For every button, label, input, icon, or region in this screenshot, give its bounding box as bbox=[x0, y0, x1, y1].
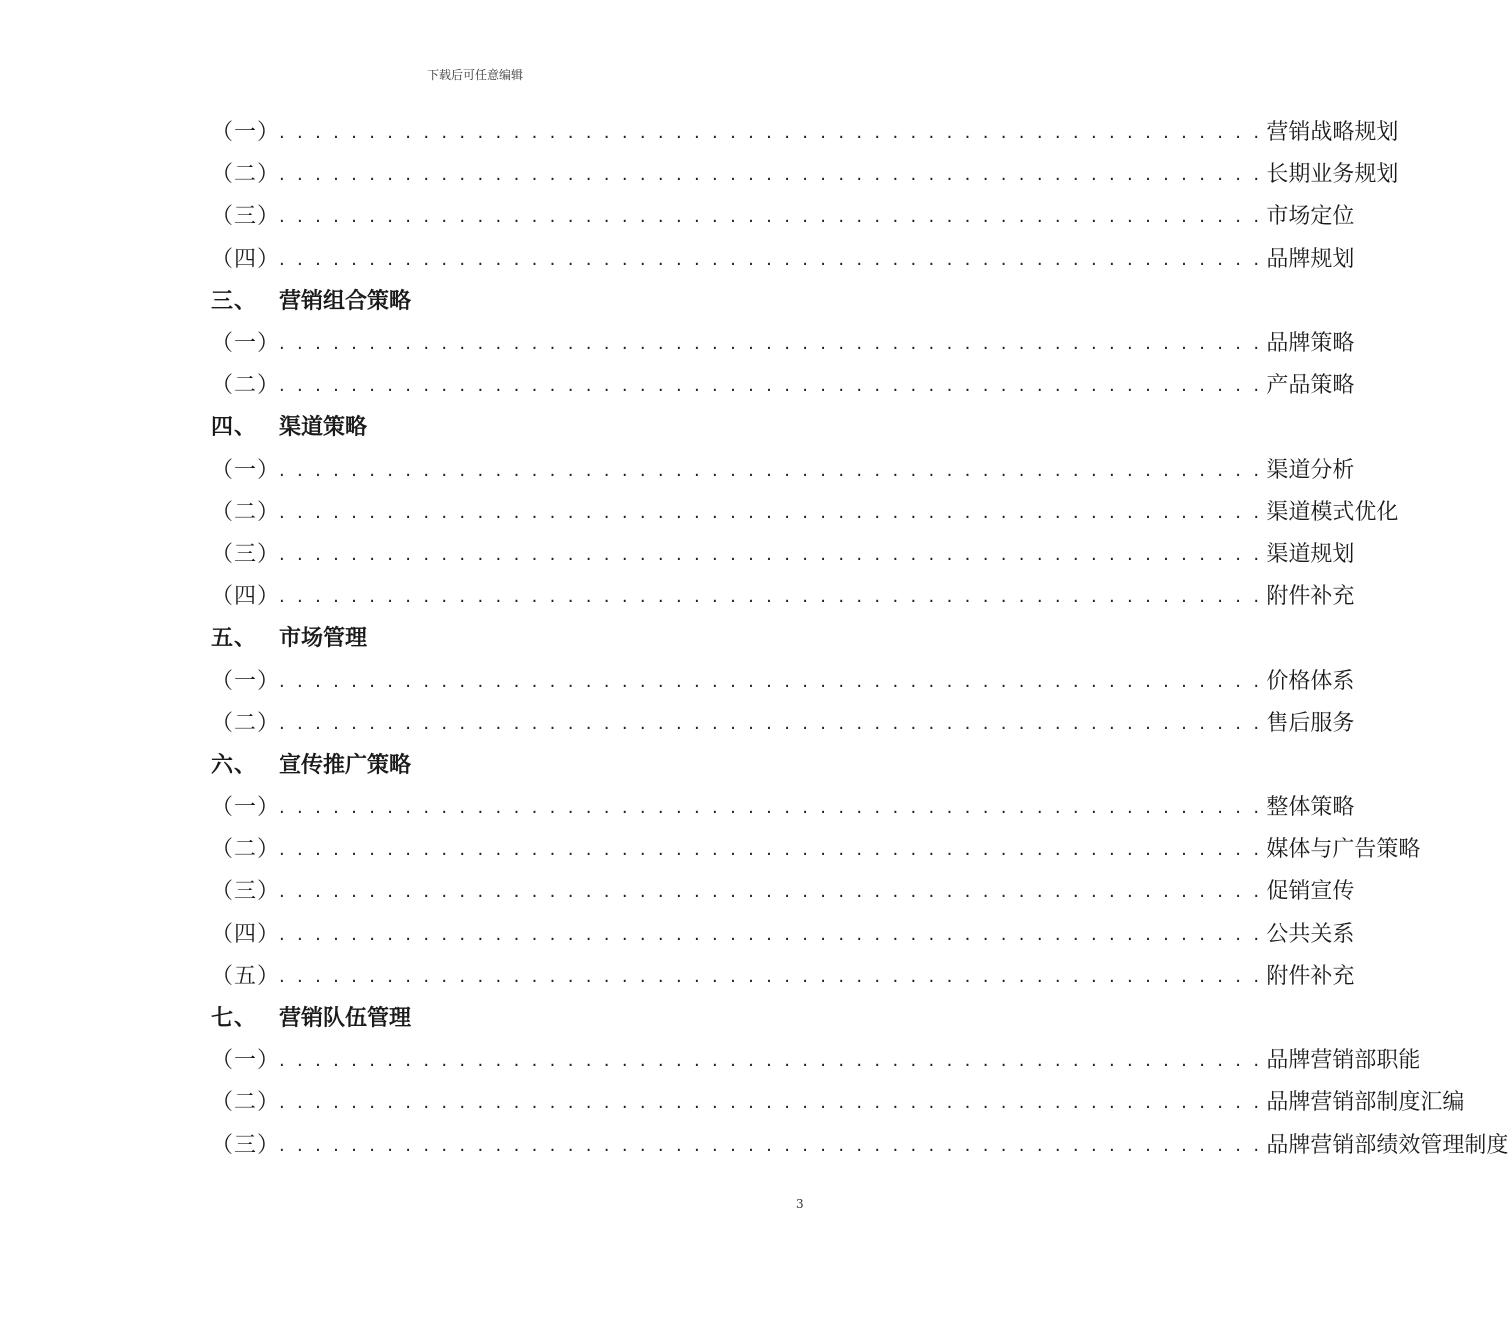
toc-entry-title: 品牌规划 bbox=[1266, 246, 1355, 272]
toc-entry bbox=[211, 1125, 1508, 1167]
toc-entry-title: 营销战略规划 bbox=[1266, 120, 1399, 146]
toc-entry-number: （一） bbox=[211, 331, 281, 357]
toc-entry-title: 品牌营销部制度汇编 bbox=[1266, 1090, 1465, 1116]
toc-entry-title: 营销队伍管理 bbox=[279, 1006, 412, 1032]
toc-section-heading bbox=[211, 407, 805, 449]
toc-entry-title: 价格体系 bbox=[1266, 668, 1355, 694]
toc-entry-number: （一） bbox=[211, 1048, 281, 1074]
toc-leader-dots: . . . . . . . . . . . . . . . . . . . . . . . . . . . . . . . . . . . . . . . . . . . . . . . . . . . . . . . bbox=[279, 501, 1263, 523]
toc-entry-title: 媒体与广告策略 bbox=[1266, 837, 1421, 863]
toc-entry bbox=[211, 239, 1355, 281]
toc-entry bbox=[211, 112, 1399, 154]
toc-entry-number: （三） bbox=[211, 1132, 281, 1158]
toc-leader-dots: . . . . . . . . . . . . . . . . . . . . . . . . . . . . . . . . . . . . . . . . . . . . . . . . . . . . . . . bbox=[279, 375, 1263, 397]
toc-entry-number: （四） bbox=[211, 246, 281, 272]
toc-entry-title: 渠道规划 bbox=[1266, 541, 1355, 567]
toc-entry-title: 品牌营销部职能 bbox=[1266, 1048, 1421, 1074]
toc-entry bbox=[211, 365, 1355, 407]
toc-entry-title: 整体策略 bbox=[1266, 795, 1355, 821]
toc-entry-title: 渠道分析 bbox=[1266, 457, 1355, 483]
toc-leader-dots: . . . . . . . . . . . . . . . . . . . . . . . . . . . . . . . . . . . . . . . . . . . . . . . . . . . . . . . bbox=[279, 839, 1263, 861]
toc-leader-dots: . . . . . . . . . . . . . . . . . . . . . . . . . . . . . . . . . . . . . . . . . . . . . . . . . . . . . . . bbox=[279, 670, 1263, 692]
toc-entry bbox=[211, 450, 1355, 492]
toc-entry-number: 六、 bbox=[211, 752, 258, 778]
toc-leader-dots: . . . . . . . . . . . . . . . . . . . . . . . . . . . . . . . . . . . . . . . . . . . . . . . . . . . . . . . bbox=[279, 164, 1263, 186]
toc-entry-title: 长期业务规划 bbox=[1266, 162, 1399, 188]
toc-entry-title: 附件补充 bbox=[1266, 963, 1355, 989]
toc-entry-title: 促销宣传 bbox=[1266, 879, 1355, 905]
toc-entry-number: （二） bbox=[211, 162, 281, 188]
toc-entry-number: （二） bbox=[211, 499, 281, 525]
toc-entry bbox=[211, 703, 1355, 745]
toc-entry-title: 品牌策略 bbox=[1266, 331, 1355, 357]
toc-section-heading bbox=[211, 745, 805, 787]
toc-leader-dots: . . . . . . . . . . . . . . . . . . . . . . . . . . . . . . . . . . . . . . . . . . . . . . . . . . . . . . . bbox=[279, 1050, 1263, 1072]
toc-leader-dots: . . . . . . . . . . . . . . . . . . . . . . . . . . . . . . . . . . . . . . . . . . . . . . . . . . . . . . . bbox=[279, 965, 1263, 987]
toc-entry bbox=[211, 914, 1355, 956]
toc-entry-title: 渠道模式优化 bbox=[1266, 499, 1399, 525]
toc-entry-number: （五） bbox=[211, 963, 281, 989]
toc-entry-number: （二） bbox=[211, 1090, 281, 1116]
page-number: 3 bbox=[796, 1197, 804, 1211]
toc-entry-title: 市场定位 bbox=[1266, 204, 1355, 230]
toc-entry bbox=[211, 196, 1355, 238]
toc-entry-number: （四） bbox=[211, 584, 281, 610]
toc-leader-dots: . . . . . . . . . . . . . . . . . . . . . . . . . . . . . . . . . . . . . . . . . . . . . . . . . . . . . . . bbox=[279, 1134, 1263, 1156]
toc-section-heading bbox=[211, 998, 805, 1040]
toc-leader-dots: . . . . . . . . . . . . . . . . . . . . . . . . . . . . . . . . . . . . . . . . . . . . . . . . . . . . . . . bbox=[279, 586, 1263, 608]
toc-entry-number: （三） bbox=[211, 541, 281, 567]
toc-leader-dots: . . . . . . . . . . . . . . . . . . . . . . . . . . . . . . . . . . . . . . . . . . . . . . . . . . . . . . . bbox=[279, 543, 1263, 565]
toc-entry-number: 四、 bbox=[211, 415, 258, 441]
toc-entry bbox=[211, 323, 1355, 365]
page-header: 下载后可任意编辑 bbox=[426, 68, 523, 82]
toc-entry-number: （二） bbox=[211, 373, 281, 399]
toc-section-heading bbox=[211, 281, 805, 323]
toc-leader-dots: . . . . . . . . . . . . . . . . . . . . . . . . . . . . . . . . . . . . . . . . . . . . . . . . . . . . . . . bbox=[279, 797, 1263, 819]
toc-entry-number: （二） bbox=[211, 710, 281, 736]
toc-leader-dots: . . . . . . . . . . . . . . . . . . . . . . . . . . . . . . . . . . . . . . . . . . . . . . . . . . . . . . . bbox=[279, 923, 1263, 945]
toc-entry bbox=[211, 1040, 1421, 1082]
toc-leader-dots: . . . . . . . . . . . . . . . . . . . . . . . . . . . . . . . . . . . . . . . . . . . . . . . . . . . . . . . bbox=[279, 459, 1263, 481]
toc-entry-number: （三） bbox=[211, 204, 281, 230]
toc-entry bbox=[211, 871, 1355, 913]
toc-leader-dots: . . . . . . . . . . . . . . . . . . . . . . . . . . . . . . . . . . . . . . . . . . . . . . . . . . . . . . . bbox=[279, 881, 1263, 903]
toc-entry-title: 附件补充 bbox=[1266, 584, 1355, 610]
toc-leader-dots: . . . . . . . . . . . . . . . . . . . . . . . . . . . . . . . . . . . . . . . . . . . . . . . . . . . . . . . bbox=[279, 206, 1263, 228]
toc-entry bbox=[211, 492, 1399, 534]
toc-entry-title: 市场管理 bbox=[279, 626, 368, 652]
toc-entry bbox=[211, 1082, 1465, 1124]
toc-entry bbox=[211, 787, 1355, 829]
toc-entry bbox=[211, 956, 1355, 998]
toc-entry-number: （一） bbox=[211, 457, 281, 483]
toc-entry-number: （三） bbox=[211, 879, 281, 905]
toc-entry-number: （二） bbox=[211, 837, 281, 863]
toc-entry-number: （一） bbox=[211, 795, 281, 821]
toc-entry-title: 渠道策略 bbox=[279, 415, 368, 441]
toc-entry-title: 产品策略 bbox=[1266, 373, 1355, 399]
toc-section-heading bbox=[211, 618, 805, 660]
toc-entry-number: （四） bbox=[211, 921, 281, 947]
table-of-contents bbox=[211, 112, 1508, 1167]
toc-entry-number: 七、 bbox=[211, 1006, 258, 1032]
toc-entry-title: 宣传推广策略 bbox=[279, 752, 412, 778]
toc-leader-dots: . . . . . . . . . . . . . . . . . . . . . . . . . . . . . . . . . . . . . . . . . . . . . . . . . . . . . . . bbox=[279, 712, 1263, 734]
toc-entry bbox=[211, 829, 1421, 871]
toc-entry-number: （一） bbox=[211, 120, 281, 146]
toc-leader-dots: . . . . . . . . . . . . . . . . . . . . . . . . . . . . . . . . . . . . . . . . . . . . . . . . . . . . . . . bbox=[279, 248, 1263, 270]
toc-entry-number: 三、 bbox=[211, 288, 258, 314]
toc-entry-title: 营销组合策略 bbox=[279, 288, 412, 314]
toc-entry-number: （一） bbox=[211, 668, 281, 694]
toc-leader-dots: . . . . . . . . . . . . . . . . . . . . . . . . . . . . . . . . . . . . . . . . . . . . . . . . . . . . . . . bbox=[279, 122, 1263, 144]
toc-entry bbox=[211, 660, 1355, 702]
toc-entry-title: 售后服务 bbox=[1266, 710, 1355, 736]
toc-leader-dots: . . . . . . . . . . . . . . . . . . . . . . . . . . . . . . . . . . . . . . . . . . . . . . . . . . . . . . . bbox=[279, 333, 1263, 355]
toc-entry bbox=[211, 576, 1355, 618]
toc-entry bbox=[211, 154, 1399, 196]
toc-leader-dots: . . . . . . . . . . . . . . . . . . . . . . . . . . . . . . . . . . . . . . . . . . . . . . . . . . . . . . . bbox=[279, 1092, 1263, 1114]
toc-entry-number: 五、 bbox=[211, 626, 258, 652]
toc-entry bbox=[211, 534, 1355, 576]
toc-entry-title: 公共关系 bbox=[1266, 921, 1355, 947]
toc-entry-title: 品牌营销部绩效管理制度 bbox=[1266, 1132, 1508, 1158]
